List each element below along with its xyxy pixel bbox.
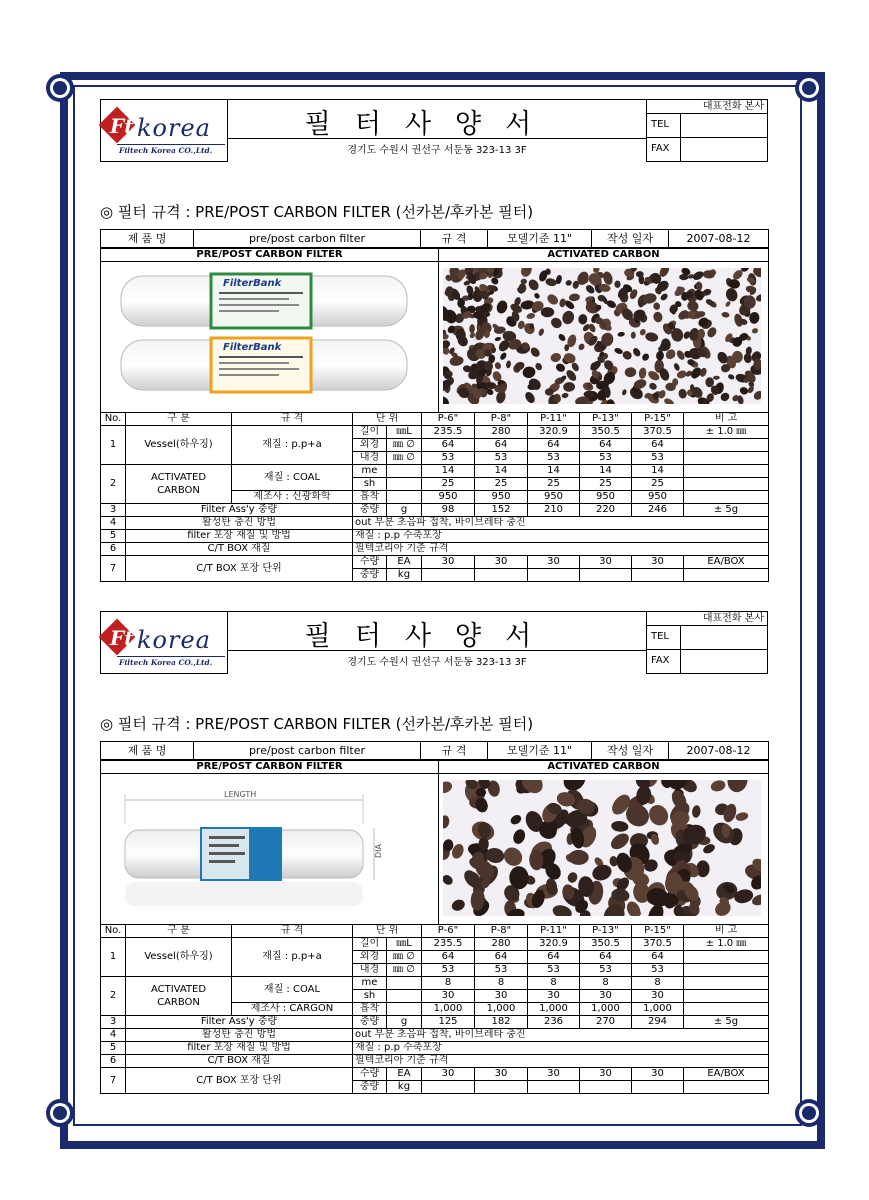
carbon-row: sh 25 25 25 25 25 bbox=[101, 478, 769, 491]
image-area bbox=[100, 262, 769, 412]
fax-label: FAX bbox=[651, 655, 670, 666]
corner-ornament bbox=[46, 1099, 74, 1127]
sheet-header bbox=[100, 99, 768, 162]
logo-ft: Ft bbox=[110, 626, 134, 650]
rep-phone-label: 대표전화 본사 bbox=[647, 612, 768, 626]
fax-label: FAX bbox=[651, 143, 670, 154]
spec-sheet-1 bbox=[100, 99, 768, 580]
tel-label: TEL bbox=[651, 119, 669, 130]
activated-carbon-photo-2 bbox=[443, 780, 761, 916]
spec-value: 모델기준 11" bbox=[488, 742, 592, 760]
vessel-row: 1 Vessel(하우징) 재질 : p.p+a 길이 ㎜L 235.5 280 320.9 350.5 370.5 ± 1.0 ㎜ bbox=[101, 938, 769, 951]
logo-korea: korea bbox=[137, 626, 211, 654]
date-label: 작성 일자 bbox=[592, 742, 669, 760]
vessel-row: 1 Vessel(하우징) 재질 : p.p+a 길이 ㎜L 235.5 280 320.9 350.5 370.5 ± 1.0 ㎜ bbox=[101, 426, 769, 439]
spec-header-row: No. 구 분 규 격 단 위 P-6" P-8" P-11" P-13" P-15" 비 고 bbox=[101, 413, 769, 426]
box-row: 6 C/T BOX 재질 필텍코리아 기준 규격 bbox=[101, 543, 769, 556]
logo-subtitle: Filtech Korea CO.,Ltd. bbox=[119, 146, 213, 155]
carbon-image-label: ACTIVATED CARBON bbox=[439, 249, 769, 262]
vessel-row: 내경 ㎜ ∅ 53 53 53 53 53 bbox=[101, 452, 769, 465]
brand-label: FilterBank bbox=[223, 342, 282, 353]
carbon-image-label: ACTIVATED CARBON bbox=[439, 761, 769, 774]
contact-box bbox=[646, 100, 768, 162]
rep-phone-label: 대표전화 본사 bbox=[647, 100, 768, 114]
carbon-granule bbox=[569, 850, 589, 865]
carbon-granule bbox=[690, 384, 694, 391]
dia-label: DIA bbox=[374, 844, 383, 858]
filter-image-label: PRE/POST CARBON FILTER bbox=[101, 761, 439, 774]
product-name: pre/post carbon filter bbox=[194, 230, 421, 248]
logo-ft: Ft bbox=[110, 114, 134, 138]
corner-ornament bbox=[795, 1099, 823, 1127]
contact-box bbox=[646, 612, 768, 674]
image-label-row bbox=[100, 760, 769, 774]
image-area bbox=[100, 774, 769, 924]
product-label: 제 품 명 bbox=[101, 742, 194, 760]
company-address: 경기도 수원시 권선구 서둔동 323-13 3F bbox=[228, 650, 646, 674]
vessel-row: 외경 ㎜ ∅ 64 64 64 64 64 bbox=[101, 951, 769, 964]
spec-value: 모델기준 11" bbox=[488, 230, 592, 248]
company-address: 경기도 수원시 권선구 서둔동 323-13 3F bbox=[228, 138, 646, 162]
spec-heading: ◎ 필터 규격 : PRE/POST CARBON FILTER (선카본/후카본 필터) bbox=[100, 203, 534, 221]
doc-title: 필터사양서 bbox=[304, 621, 556, 652]
pack-row: 5 filter 포장 재질 및 방법 재질 : p.p 수축포장 bbox=[101, 530, 769, 543]
spec-header-row: No. 구 분 규 격 단 위 P-6" P-8" P-11" P-13" P-15" 비 고 bbox=[101, 925, 769, 938]
spec-label: 규 격 bbox=[421, 742, 488, 760]
spec-sheet-2 bbox=[100, 611, 768, 1092]
vessel-row: 내경 ㎜ ∅ 53 53 53 53 53 bbox=[101, 964, 769, 977]
carbon-row: 제조사 : CARGON 흡착 1,000 1,000 1,000 1,000 1,000 bbox=[101, 1003, 769, 1016]
date-label: 작성 일자 bbox=[592, 230, 669, 248]
logo-subtitle: Filtech Korea CO.,Ltd. bbox=[119, 658, 213, 667]
carbon-row: 2 ACTIVATED CARBON 재질 : COAL me 14 14 14 14 14 bbox=[101, 465, 769, 478]
pack-row: 5 filter 포장 재질 및 방법 재질 : p.p 수축포장 bbox=[101, 1042, 769, 1055]
carbon-granule bbox=[479, 837, 489, 850]
length-label: LENGTH bbox=[224, 790, 257, 799]
doc-title: 필터사양서 bbox=[304, 109, 556, 140]
image-label-row bbox=[100, 248, 769, 262]
tel-label: TEL bbox=[651, 631, 669, 642]
filter-image-label: PRE/POST CARBON FILTER bbox=[101, 249, 439, 262]
filter-diagram-photo bbox=[119, 784, 409, 909]
filter-cartridge-photo bbox=[119, 272, 409, 397]
spec-heading: ◎ 필터 규격 : PRE/POST CARBON FILTER (선카본/후카본 필터) bbox=[100, 715, 534, 733]
fill-row: 4 활성탄 충진 방법 out 부분 초음파 접착, 바이브레타 충진 bbox=[101, 517, 769, 530]
carbon-granule bbox=[614, 281, 620, 288]
logo-korea: korea bbox=[137, 114, 211, 142]
brand-label: FilterBank bbox=[223, 278, 282, 289]
fill-row: 4 활성탄 충진 방법 out 부분 초음파 접착, 바이브레타 충진 bbox=[101, 1029, 769, 1042]
date-value: 2007-08-12 bbox=[669, 230, 769, 248]
spec-table bbox=[100, 924, 769, 1094]
assy-row: 3 Filter Ass'y 중량 중량 g 98 152 210 220 246 ± 5g bbox=[101, 504, 769, 517]
carbon-row: 제조사 : 신광화학 흡착 950 950 950 950 950 bbox=[101, 491, 769, 504]
product-name: pre/post carbon filter bbox=[194, 742, 421, 760]
box-unit-row: 7 C/T BOX 포장 단위 수량 EA 30 30 30 30 30 EA/BOX bbox=[101, 1068, 769, 1081]
company-logo bbox=[100, 100, 228, 162]
vessel-row: 외경 ㎜ ∅ 64 64 64 64 64 bbox=[101, 439, 769, 452]
spec-table bbox=[100, 412, 769, 582]
date-value: 2007-08-12 bbox=[669, 742, 769, 760]
activated-carbon-photo-1 bbox=[443, 268, 761, 404]
product-info-table bbox=[100, 229, 769, 248]
box-unit-row: 중량 kg bbox=[101, 1081, 769, 1094]
box-unit-row: 중량 kg bbox=[101, 569, 769, 582]
carbon-row: sh 30 30 30 30 30 bbox=[101, 990, 769, 1003]
company-logo bbox=[100, 612, 228, 674]
carbon-granule bbox=[672, 378, 678, 386]
box-unit-row: 7 C/T BOX 포장 단위 수량 EA 30 30 30 30 30 EA/BOX bbox=[101, 556, 769, 569]
assy-row: 3 Filter Ass'y 중량 중량 g 125 182 236 270 294 ± 5g bbox=[101, 1016, 769, 1029]
product-info-table bbox=[100, 741, 769, 760]
carbon-row: 2 ACTIVATED CARBON 재질 : COAL me 8 8 8 8 8 bbox=[101, 977, 769, 990]
product-label: 제 품 명 bbox=[101, 230, 194, 248]
spec-label: 규 격 bbox=[421, 230, 488, 248]
box-row: 6 C/T BOX 재질 필텍코리아 기준 규격 bbox=[101, 1055, 769, 1068]
corner-ornament bbox=[46, 74, 74, 102]
sheet-header bbox=[100, 611, 768, 674]
corner-ornament bbox=[795, 74, 823, 102]
